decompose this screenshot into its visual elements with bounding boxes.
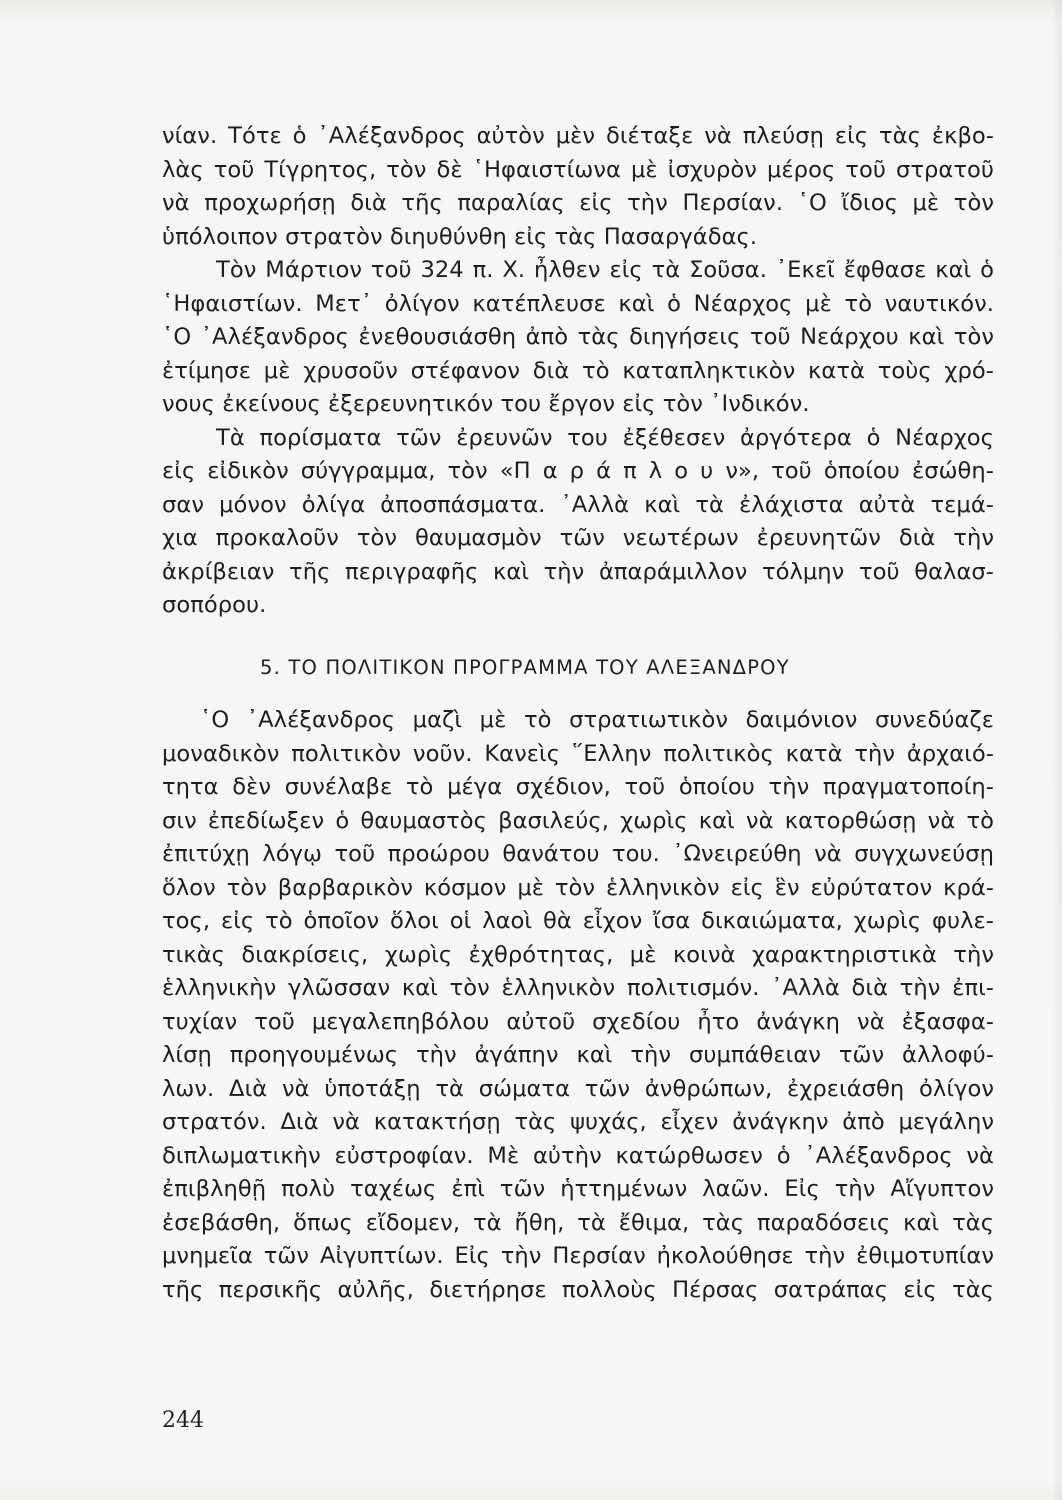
text-line: λων. Διὰ νὰ ὑποτάξῃ τὰ σώματα τῶν ἀνθρώπων, ἐχρειάσθη ὀλίγον — [162, 1075, 994, 1102]
text-line: ῾Ο ᾽Αλέξανδρος μαζὶ μὲ τὸ στρατιωτικὸν δαιμόνιον συνεδύαζε — [200, 707, 994, 733]
text-line: ἑλληνικὴν γλῶσσαν καὶ τὸν ἑλληνικὸν πολιτισμόν. ᾽Αλλὰ διὰ τὴν ἐπι- — [162, 975, 994, 1001]
text-line: τῆς περσικῆς αὐλῆς, διετήρησε πολλοὺς Πέρσας σατράπας εἰς τὰς — [162, 1276, 994, 1303]
text-line: μοναδικὸν πολιτικὸν νοῦν. Κανεὶς ῞Ελλην πολιτικὸς κατὰ τὴν ἀρχαιό- — [162, 740, 994, 767]
paragraph — [162, 120, 994, 254]
text-line: τος, εἰς τὸ ὁποῖον ὅλοι οἱ λαοὶ θὰ εἶχον ἴσα δικαιώματα, χωρὶς φυλε- — [162, 908, 994, 934]
paragraph — [162, 704, 994, 1307]
text-line: σαν μόνον ὀλίγα ἀποσπάσματα. ᾽Αλλὰ καὶ τὰ ἐλάχιστα αὐτὰ τεμά- — [162, 491, 994, 518]
text-line: ἐπιβληθῇ πολὺ ταχέως ἐπὶ τῶν ἡττημένων λαῶν. Εἰς τὴν Αἴγυπτον — [162, 1176, 994, 1202]
spacer — [162, 684, 994, 704]
scan-edge — [1052, 0, 1062, 1500]
text-line: ἐσεβάσθη, ὅπως εἴδομεν, τὰ ἤθη, τὰ ἔθιμα, τὰς παραδόσεις καὶ τὰς — [162, 1209, 994, 1236]
text-line: νὰ προχωρήσῃ διὰ τῆς παραλίας εἰς τὴν Περσίαν. ῾Ο ἴδιος μὲ τὸν — [162, 190, 994, 216]
text-line: τυχίαν τοῦ μεγαλεπηβόλου αὐτοῦ σχεδίου ἦτο ἀνάγκη νὰ ἐξασφα- — [162, 1008, 994, 1035]
text-line: νίαν. Τότε ὁ ᾽Αλέξανδρος αὐτὸν μὲν διέταξε νὰ πλεύσῃ εἰς τὰς ἐκβο- — [162, 123, 994, 149]
text-line: τικὰς διακρίσεις, χωρὶς ἐχθρότητας, μὲ κοινὰ χαρακτηριστικὰ τὴν — [162, 941, 994, 968]
body-text — [162, 120, 994, 1307]
paragraph — [162, 422, 994, 623]
text-line: λὰς τοῦ Τίγρητος, τὸν δὲ ῾Ηφαιστίωνα μὲ ἰσχυρὸν μέρος τοῦ στρατοῦ — [162, 156, 994, 183]
text-line: ἐπιτύχῃ λόγῳ τοῦ προώρου θανάτου του. ᾽Ωνειρεύθη νὰ συγχωνεύσῃ — [162, 841, 994, 867]
text-line: Τὸν Μάρτιον τοῦ 324 π. Χ. ἦλθεν εἰς τὰ Σοῦσα. ᾽Εκεῖ ἔφθασε καὶ ὁ — [216, 257, 994, 283]
spacer — [162, 623, 994, 651]
text-line: ῾Ηφαιστίων. Μετ᾽ ὀλίγον κατέπλευσε καὶ ὁ Νέαρχος μὲ τὸ ναυτικόν. — [162, 290, 994, 317]
text-line: ὅλον τὸν βαρβαρικὸν κόσμον μὲ τὸν ἑλληνικὸν εἰς ἓν εὐρύτατον κρά- — [162, 874, 994, 901]
paragraph — [162, 254, 994, 422]
text-line: εἰς εἰδικὸν σύγγραμμα, τὸν «Π α ρ ά π λ ο υ ν», τοῦ ὁποίου ἐσώθη- — [162, 458, 994, 484]
text-line: στρατόν. Διὰ νὰ κατακτήσῃ τὰς ψυχάς, εἶχεν ἀνάγκην ἀπὸ μεγάλην — [162, 1109, 994, 1135]
text-line: σιν ἐπεδίωξεν ὁ θαυμαστὸς βασιλεύς, χωρὶς καὶ νὰ κατορθώσῃ νὰ τὸ — [162, 807, 994, 834]
text-line: Τὰ πορίσματα τῶν ἐρευνῶν του ἐξέθεσεν ἀργότερα ὁ Νέαρχος — [216, 424, 994, 451]
text-line: νους ἐκείνους ἐξερευνητικόν του ἔργον εἰς τὸν ᾽Ινδικόν. — [162, 391, 810, 417]
text-line: ὑπόλοιπον στρατὸν διηυθύνθη εἰς τὰς Πασαργάδας. — [162, 223, 758, 250]
page-number: 244 — [162, 1408, 204, 1433]
text-line: ῾Ο ᾽Αλέξανδρος ἐνεθουσιάσθη ἀπὸ τὰς διηγήσεις τοῦ Νεάρχου καὶ τὸν — [162, 324, 994, 350]
text-line: σοπόρου. — [162, 592, 267, 618]
section-heading: 5. ΤΟ ΠΟΛΙΤΙΚΟΝ ΠΡΟΓΡΑΜΜΑ ΤΟΥ ΑΛΕΞΑΝΔΡΟΥ — [260, 655, 790, 679]
text-line: λίσῃ προηγουμένως τὴν ἀγάπην καὶ τὴν συμπάθειαν τῶν ἀλλοφύ- — [162, 1042, 994, 1068]
text-line: διπλωματικὴν εὐστροφίαν. Μὲ αὐτὴν κατώρθωσεν ὁ ᾽Αλέξανδρος νὰ — [162, 1142, 994, 1169]
text-line: χια προκαλοῦν τὸν θαυμασμὸν τῶν νεωτέρων ἐρευνητῶν διὰ τὴν — [162, 525, 994, 551]
text-line: μνημεῖα τῶν Αἰγυπτίων. Εἰς τὴν Περσίαν ἠκολούθησε τὴν ἐθιμοτυπίαν — [162, 1243, 994, 1269]
text-line: τητα δὲν συνέλαβε τὸ μέγα σχέδιον, τοῦ ὁποίου τὴν πραγματοποίη- — [162, 774, 994, 800]
text-line: ἀκρίβειαν τῆς περιγραφῆς καὶ τὴν ἀπαράμιλλον τόλμην τοῦ θαλασ- — [162, 558, 994, 585]
text-line: ἐτίμησε μὲ χρυσοῦν στέφανον διὰ τὸ καταπληκτικὸν κατὰ τοὺς χρό- — [162, 357, 994, 384]
